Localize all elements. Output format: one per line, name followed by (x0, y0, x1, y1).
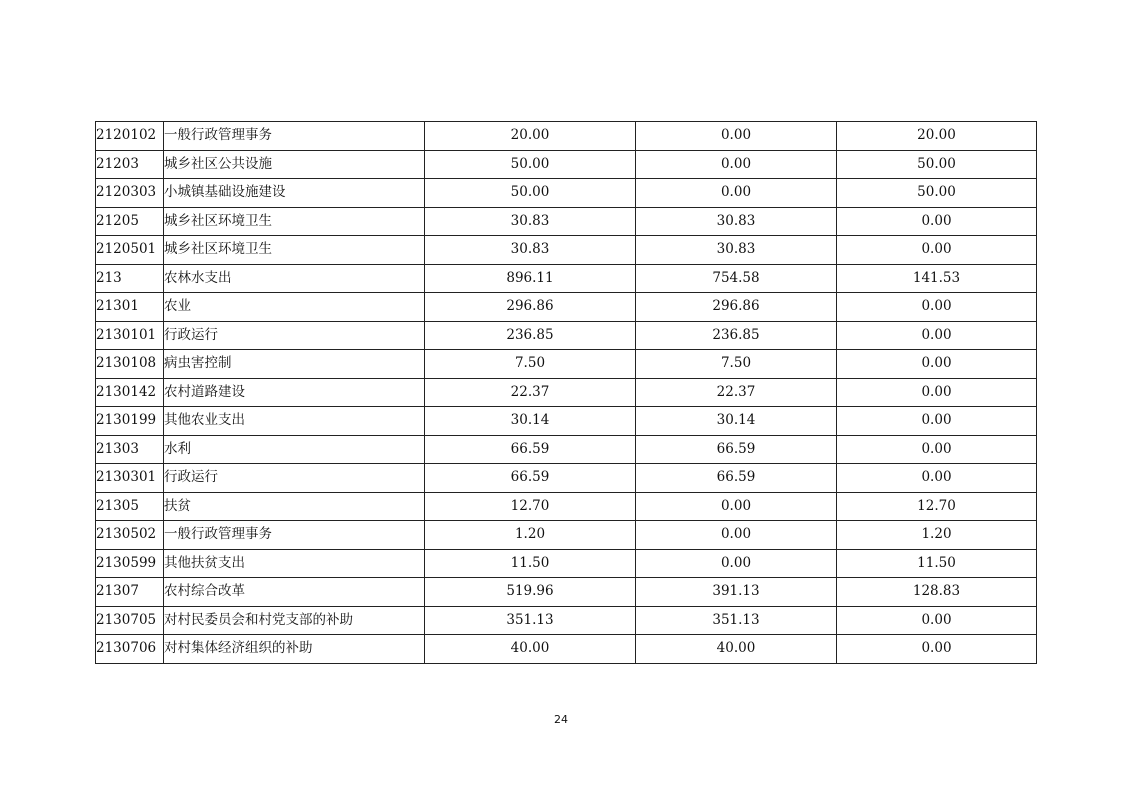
project-expenditure-cell: 0.00 (837, 464, 1037, 493)
project-expenditure-cell: 0.00 (837, 207, 1037, 236)
subject-code-cell: 2120102 (96, 122, 164, 151)
project-expenditure-cell: 20.00 (837, 122, 1037, 151)
subject-name-cell: 扶贫 (164, 492, 425, 521)
total-amount-cell: 50.00 (425, 150, 636, 179)
project-expenditure-cell: 0.00 (837, 321, 1037, 350)
project-expenditure-cell: 11.50 (837, 549, 1037, 578)
table-row (96, 207, 1037, 236)
subject-name-cell: 城乡社区环境卫生 (164, 207, 425, 236)
table-row (96, 521, 1037, 550)
total-amount-cell: 66.59 (425, 464, 636, 493)
subject-code-cell: 2130502 (96, 521, 164, 550)
table-row (96, 578, 1037, 607)
subject-name-cell: 农林水支出 (164, 264, 425, 293)
table-row (96, 179, 1037, 208)
total-amount-cell: 50.00 (425, 179, 636, 208)
basic-expenditure-cell: 391.13 (636, 578, 837, 607)
project-expenditure-cell: 50.00 (837, 150, 1037, 179)
total-amount-cell: 30.14 (425, 407, 636, 436)
basic-expenditure-cell: 30.83 (636, 236, 837, 265)
total-amount-cell: 519.96 (425, 578, 636, 607)
total-amount-cell: 1.20 (425, 521, 636, 550)
project-expenditure-cell: 0.00 (837, 350, 1037, 379)
basic-expenditure-cell: 0.00 (636, 521, 837, 550)
subject-code-cell: 21301 (96, 293, 164, 322)
table-row (96, 378, 1037, 407)
basic-expenditure-cell: 0.00 (636, 150, 837, 179)
total-amount-cell: 66.59 (425, 435, 636, 464)
total-amount-cell: 296.86 (425, 293, 636, 322)
subject-name-cell: 农村道路建设 (164, 378, 425, 407)
basic-expenditure-cell: 7.50 (636, 350, 837, 379)
budget-table (95, 121, 1037, 664)
table-row (96, 350, 1037, 379)
basic-expenditure-cell: 296.86 (636, 293, 837, 322)
basic-expenditure-cell: 754.58 (636, 264, 837, 293)
subject-code-cell: 21203 (96, 150, 164, 179)
table-row (96, 407, 1037, 436)
total-amount-cell: 22.37 (425, 378, 636, 407)
subject-name-cell: 农村综合改革 (164, 578, 425, 607)
basic-expenditure-cell: 66.59 (636, 464, 837, 493)
subject-code-cell: 2130199 (96, 407, 164, 436)
project-expenditure-cell: 0.00 (837, 293, 1037, 322)
table-row (96, 321, 1037, 350)
table-row (96, 236, 1037, 265)
subject-code-cell: 2130706 (96, 635, 164, 664)
project-expenditure-cell: 12.70 (837, 492, 1037, 521)
subject-code-cell: 2130301 (96, 464, 164, 493)
total-amount-cell: 7.50 (425, 350, 636, 379)
table-row (96, 549, 1037, 578)
subject-name-cell: 其他农业支出 (164, 407, 425, 436)
subject-code-cell: 21303 (96, 435, 164, 464)
basic-expenditure-cell: 0.00 (636, 492, 837, 521)
project-expenditure-cell: 141.53 (837, 264, 1037, 293)
project-expenditure-cell: 0.00 (837, 236, 1037, 265)
table-row (96, 150, 1037, 179)
table-row (96, 293, 1037, 322)
table-row (96, 264, 1037, 293)
basic-expenditure-cell: 0.00 (636, 549, 837, 578)
project-expenditure-cell: 50.00 (837, 179, 1037, 208)
subject-name-cell: 其他扶贫支出 (164, 549, 425, 578)
basic-expenditure-cell: 351.13 (636, 606, 837, 635)
total-amount-cell: 351.13 (425, 606, 636, 635)
subject-name-cell: 对村集体经济组织的补助 (164, 635, 425, 664)
table-row (96, 435, 1037, 464)
total-amount-cell: 20.00 (425, 122, 636, 151)
subject-name-cell: 城乡社区环境卫生 (164, 236, 425, 265)
subject-code-cell: 2130108 (96, 350, 164, 379)
subject-code-cell: 2130599 (96, 549, 164, 578)
total-amount-cell: 11.50 (425, 549, 636, 578)
project-expenditure-cell: 0.00 (837, 378, 1037, 407)
subject-name-cell: 病虫害控制 (164, 350, 425, 379)
subject-code-cell: 2130142 (96, 378, 164, 407)
subject-name-cell: 城乡社区公共设施 (164, 150, 425, 179)
basic-expenditure-cell: 0.00 (636, 179, 837, 208)
subject-code-cell: 21307 (96, 578, 164, 607)
subject-code-cell: 2120303 (96, 179, 164, 208)
project-expenditure-cell: 0.00 (837, 635, 1037, 664)
table-row (96, 464, 1037, 493)
project-expenditure-cell: 128.83 (837, 578, 1037, 607)
basic-expenditure-cell: 22.37 (636, 378, 837, 407)
total-amount-cell: 30.83 (425, 207, 636, 236)
total-amount-cell: 236.85 (425, 321, 636, 350)
subject-name-cell: 行政运行 (164, 464, 425, 493)
basic-expenditure-cell: 30.83 (636, 207, 837, 236)
basic-expenditure-cell: 0.00 (636, 122, 837, 151)
table-row (96, 492, 1037, 521)
subject-name-cell: 行政运行 (164, 321, 425, 350)
table-row (96, 635, 1037, 664)
subject-code-cell: 213 (96, 264, 164, 293)
project-expenditure-cell: 0.00 (837, 407, 1037, 436)
subject-code-cell: 2130101 (96, 321, 164, 350)
subject-name-cell: 小城镇基础设施建设 (164, 179, 425, 208)
total-amount-cell: 30.83 (425, 236, 636, 265)
page-number: 24 (554, 713, 568, 726)
subject-name-cell: 对村民委员会和村党支部的补助 (164, 606, 425, 635)
total-amount-cell: 40.00 (425, 635, 636, 664)
basic-expenditure-cell: 236.85 (636, 321, 837, 350)
subject-name-cell: 农业 (164, 293, 425, 322)
subject-code-cell: 21305 (96, 492, 164, 521)
subject-name-cell: 一般行政管理事务 (164, 122, 425, 151)
table-body (96, 122, 1037, 664)
subject-code-cell: 21205 (96, 207, 164, 236)
basic-expenditure-cell: 40.00 (636, 635, 837, 664)
project-expenditure-cell: 0.00 (837, 435, 1037, 464)
subject-code-cell: 2120501 (96, 236, 164, 265)
basic-expenditure-cell: 30.14 (636, 407, 837, 436)
project-expenditure-cell: 1.20 (837, 521, 1037, 550)
basic-expenditure-cell: 66.59 (636, 435, 837, 464)
total-amount-cell: 12.70 (425, 492, 636, 521)
subject-name-cell: 水利 (164, 435, 425, 464)
table-row (96, 122, 1037, 151)
project-expenditure-cell: 0.00 (837, 606, 1037, 635)
subject-name-cell: 一般行政管理事务 (164, 521, 425, 550)
total-amount-cell: 896.11 (425, 264, 636, 293)
table-row (96, 606, 1037, 635)
subject-code-cell: 2130705 (96, 606, 164, 635)
